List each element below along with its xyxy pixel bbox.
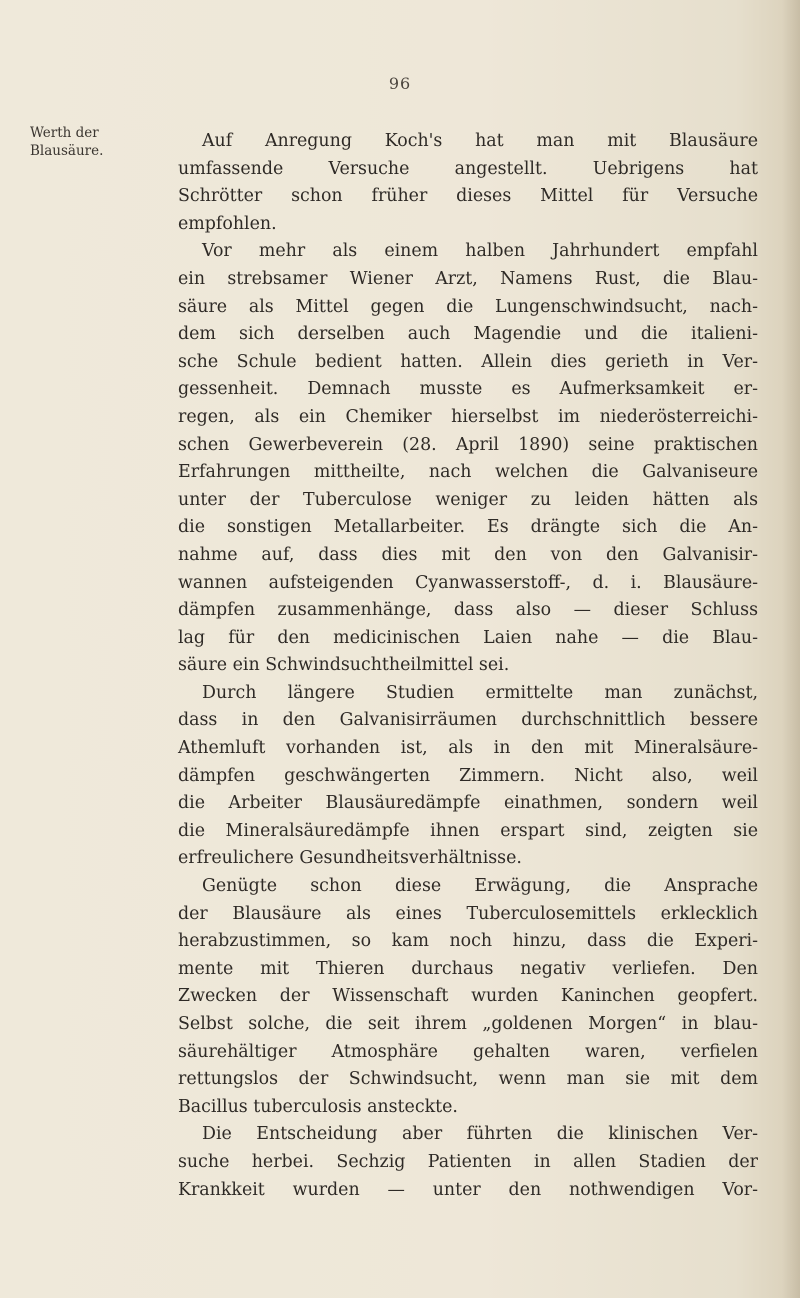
text-line: sche Schule bedient hatten. Allein dies gerieth in Ver- (178, 351, 758, 372)
text-line: Krankkeit wurden — unter den nothwendigen Vor- (178, 1179, 758, 1200)
body-text (178, 128, 758, 1204)
margin-note-line: Blausäure. (30, 143, 104, 159)
text-line: Athemluft vorhanden ist, als in den mit Mineralsäure- (178, 738, 758, 759)
text-line: rettungslos der Schwindsucht, wenn man sie mit dem (178, 1069, 758, 1090)
text-line: Bacillus tuberculosis ansteckte. (178, 1096, 458, 1117)
text-line: Schrötter schon früher dieses Mittel für Versuche (178, 186, 758, 207)
text-line: Genügte schon diese Erwägung, die Ansprache (202, 876, 758, 897)
text-line: Vor mehr als einem halben Jahrhundert empfahl (202, 241, 758, 262)
text-line: Zwecken der Wissenschaft wurden Kaninchen geopfert. (178, 986, 758, 1007)
text-line: Selbst solche, die seit ihrem „goldenen Morgen“ in blau- (178, 1014, 758, 1034)
text-line: mente mit Thieren durchaus negativ verliefen. Den (178, 958, 758, 979)
text-line: suche herbei. Sechzig Patienten in allen Stadien der (178, 1151, 758, 1172)
text-line: die Mineralsäuredämpfe ihnen erspart sind, zeigten sie (178, 820, 758, 841)
text-line: gessenheit. Demnach musste es Aufmerksamkeit er- (178, 379, 758, 400)
text-line: empfohlen. (178, 213, 277, 234)
text-line: säure als Mittel gegen die Lungenschwindsucht, nach- (178, 296, 758, 317)
text-line: der Blausäure als eines Tuberculosemittels erklecklich (178, 903, 758, 924)
text-line: dem sich derselben auch Magendie und die italieni- (178, 324, 758, 345)
text-line: Erfahrungen mittheilte, nach welchen die Galvaniseure (178, 462, 758, 483)
margin-note (30, 124, 120, 160)
text-line: ein strebsamer Wiener Arzt, Namens Rust, die Blau- (178, 268, 758, 289)
text-line: Auf Anregung Koch's hat man mit Blausäure (202, 131, 758, 151)
text-line: regen, als ein Chemiker hierselbst im niederösterreichi- (178, 406, 758, 427)
text-line: umfassende Versuche angestellt. Uebrigens hat (178, 158, 758, 179)
text-line: säurehältiger Atmosphäre gehalten waren, verfielen (178, 1041, 758, 1062)
text-line: unter der Tuberculose weniger zu leiden hätten als (178, 489, 758, 510)
text-line: dämpfen geschwängerten Zimmern. Nicht also, weil (178, 765, 758, 786)
text-line: dass in den Galvanisirräumen durchschnittlich bessere (178, 710, 758, 731)
text-line: nahme auf, dass dies mit den von den Galvanisir- (178, 544, 758, 565)
text-line: lag für den medicinischen Laien nahe — die Blau- (178, 627, 758, 648)
text-line: Durch längere Studien ermittelte man zunächst, (202, 682, 758, 703)
text-line: Die Entscheidung aber führten die klinischen Ver- (202, 1124, 758, 1145)
text-line: die Arbeiter Blausäuredämpfe einathmen, sondern weil (178, 793, 758, 814)
margin-note-line: Werth der (30, 125, 99, 141)
text-line: herabzustimmen, so kam noch hinzu, dass die Experi- (178, 931, 758, 952)
page-number: 96 (388, 74, 412, 93)
text-line: erfreulichere Gesundheitsverhältnisse. (178, 848, 522, 869)
text-line: schen Gewerbeverein (28. April 1890) seine praktischen (178, 434, 758, 455)
text-line: die sonstigen Metallarbeiter. Es drängte sich die An- (178, 517, 758, 538)
text-line: säure ein Schwindsuchtheilmittel sei. (178, 655, 510, 676)
text-line: wannen aufsteigenden Cyanwasserstoff-, d. i. Blausäure- (178, 572, 758, 593)
text-line: dämpfen zusammenhänge, dass also — dieser Schluss (178, 600, 758, 621)
page-edge-shadow (782, 0, 800, 1298)
